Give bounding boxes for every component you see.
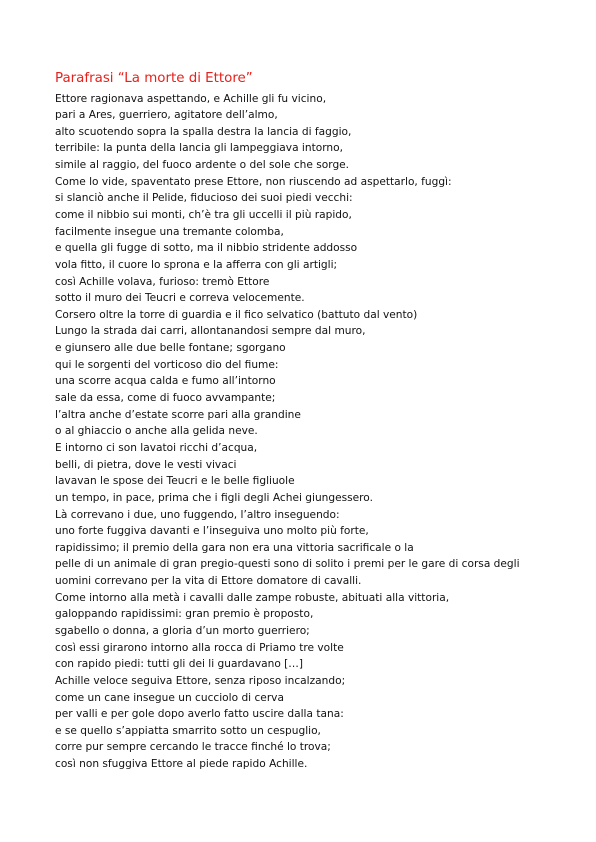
text-line: sotto il muro dei Teucri e correva velocemente. [55, 292, 305, 305]
text-line: Ettore ragionava aspettando, e Achille gli fu vicino, [55, 92, 327, 105]
text-line: e giunsero alle due belle fontane; sgorgano [55, 342, 286, 355]
text-line: per valli e per gole dopo averlo fatto uscire dalla tana: [55, 708, 344, 721]
text-line: terribile: la punta della lancia gli lampeggiava intorno, [55, 142, 343, 155]
text-line: così non sfuggiva Ettore al piede rapido Achille. [55, 758, 308, 771]
text-line: rapidissimo; il premio della gara non era una vittoria sacrificale o la [55, 541, 414, 554]
text-line: l’altra anche d’estate scorre pari alla grandine [55, 408, 301, 421]
text-line: così Achille volava, furioso: tremò Ettore [55, 275, 270, 288]
text-line: uomini correvano per la vita di Ettore domatore di cavalli. [55, 575, 362, 588]
text-line: e quella gli fugge di sotto, ma il nibbio stridente addosso [55, 242, 358, 255]
text-line: come il nibbio sui monti, ch’è tra gli uccelli il più rapido, [55, 208, 352, 221]
text-line: una scorre acqua calda e fumo all’intorno [55, 375, 276, 388]
text-line: Come lo vide, spaventato prese Ettore, non riuscendo ad aspettarlo, fuggì: [55, 175, 452, 188]
text-line: Là correvano i due, uno fuggendo, l’altro inseguendo: [55, 508, 340, 521]
text-line: un tempo, in pace, prima che i figli degli Achei giungessero. [55, 491, 373, 504]
text-line: con rapido piedi: tutti gli dei li guardavano […] [55, 658, 304, 671]
paraphrase-text [55, 91, 575, 773]
text-line: Come intorno alla metà i cavalli dalle zampe robuste, abituati alla vittoria, [55, 591, 450, 604]
text-line: facilmente insegue una tremante colomba, [55, 225, 284, 238]
text-line: come un cane insegue un cucciolo di cerva [55, 691, 284, 704]
text-line: galoppando rapidissimi: gran premio è proposto, [55, 608, 314, 621]
text-line: uno forte fuggiva davanti e l’inseguiva uno molto più forte, [55, 525, 369, 538]
text-line: Corsero oltre la torre di guardia e il fico selvatico (battuto dal vento) [55, 308, 418, 321]
text-line: alto scuotendo sopra la spalla destra la lancia di faggio, [55, 125, 352, 138]
text-line: e se quello s’appiatta smarrito sotto un cespuglio, [55, 724, 321, 737]
text-line: sgabello o donna, a gloria d’un morto guerriero; [55, 625, 310, 637]
text-line: E intorno ci son lavatoi ricchi d’acqua, [55, 441, 258, 454]
text-line: qui le sorgenti del vorticoso dio del fiume: [55, 358, 279, 371]
text-line: sale da essa, come di fuoco avvampante; [55, 392, 276, 405]
text-line: Lungo la strada dai carri, allontanandosi sempre dal muro, [55, 325, 366, 338]
text-line: simile al raggio, del fuoco ardente o del sole che sorge. [55, 159, 350, 172]
text-line: così essi girarono intorno alla rocca di Priamo tre volte [55, 641, 344, 654]
text-line: belli, di pietra, dove le vesti vivaci [55, 458, 237, 471]
document-title: Parafrasi “La morte di Ettore” [55, 71, 253, 86]
text-line: pelle di un animale di gran pregio-questi sono di solito i premi per le gare di corsa degli [55, 558, 520, 571]
text-line: Achille veloce seguiva Ettore, senza riposo incalzando; [55, 674, 346, 687]
text-line: o al ghiaccio o anche alla gelida neve. [55, 425, 258, 438]
text-line: si slanciò anche il Pelide, fiducioso dei suoi piedi vecchi: [55, 192, 353, 205]
text-line: corre pur sempre cercando le tracce finché lo trova; [55, 741, 331, 754]
text-line: pari a Ares, guerriero, agitatore dell’almo, [55, 109, 278, 122]
text-line: vola fitto, il cuore lo sprona e la afferra con gli artigli; [55, 258, 338, 271]
text-line: lavavan le spose dei Teucri e le belle figliuole [55, 475, 295, 488]
